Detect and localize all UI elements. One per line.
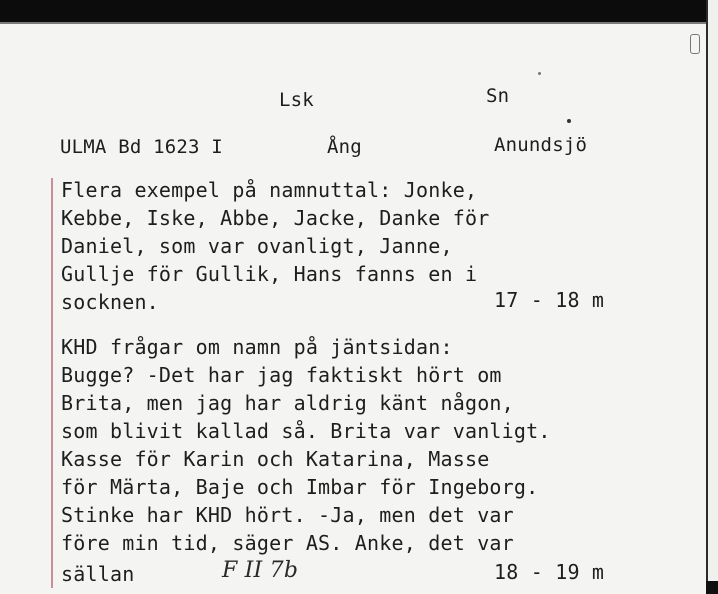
- text-line: socknen.: [61, 290, 159, 314]
- handwritten-reference: F II 7b: [222, 558, 299, 583]
- text-line: Stinke har KHD hört. -Ja, men det var: [61, 503, 514, 527]
- margin-line: [51, 178, 53, 588]
- type-code: Sn: [486, 85, 510, 107]
- text-line: KHD frågar om namn på jäntsidan:: [61, 335, 453, 359]
- speck: [567, 119, 571, 123]
- text-line: Gullje för Gullik, Hans fanns en i: [61, 262, 478, 286]
- village: Anundsjö: [494, 134, 588, 156]
- district: Ång: [327, 136, 362, 158]
- card-punch-mark: [690, 34, 700, 54]
- text-line: Flera exempel på namnuttal: Jonke,: [61, 178, 478, 202]
- scan-top-border: [0, 0, 706, 22]
- text-line: Kasse för Karin och Katarina, Masse: [61, 447, 490, 471]
- text-line: Bugge? -Det har jag faktiskt hört om: [61, 363, 502, 387]
- informant-age: 17 - 18 m: [494, 288, 605, 312]
- text-line: före min tid, säger AS. Anke, det var: [61, 531, 514, 555]
- text-line: sällan: [61, 562, 135, 586]
- archive-reference: ULMA Bd 1623 I: [60, 136, 223, 158]
- text-line: Brita, men jag har aldrig känt någon,: [61, 391, 514, 415]
- speck: [538, 72, 541, 75]
- text-line: som blivit kallad så. Brita var vanligt.: [61, 419, 551, 443]
- text-line: Daniel, som var ovanligt, Janne,: [61, 234, 453, 258]
- text-line: för Märta, Baje och Imbar för Ingeborg.: [61, 475, 539, 499]
- parish-code: Lsk: [279, 89, 314, 111]
- informant-age: 18 - 19 m: [494, 560, 605, 584]
- scan-right-border: [706, 0, 718, 581]
- text-line: Kebbe, Iske, Abbe, Jacke, Danke för: [61, 206, 490, 230]
